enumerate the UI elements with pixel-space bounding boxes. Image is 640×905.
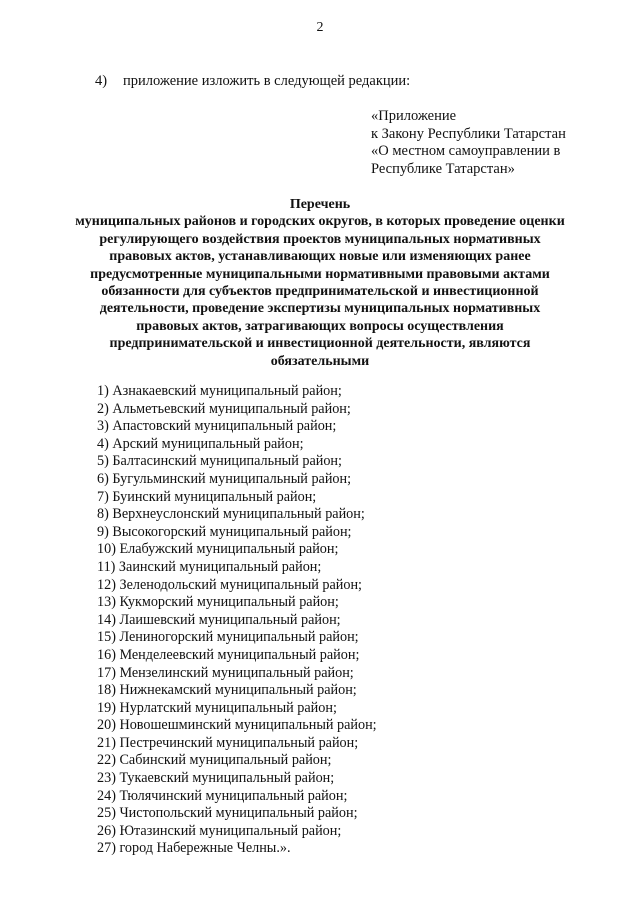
list-item: 3) Апастовский муниципальный район; bbox=[97, 418, 337, 435]
title-line: обязанности для субъектов предпринимательской и инвестиционной bbox=[101, 284, 539, 300]
list-item: 20) Новошешминский муниципальный район; bbox=[97, 717, 377, 734]
title-line: обязательными bbox=[270, 353, 370, 369]
list-item: 7) Буинский муниципальный район; bbox=[97, 488, 317, 505]
list-item: 4) Арский муниципальный район; bbox=[97, 435, 304, 452]
list-item: 12) Зеленодольский муниципальный район; bbox=[97, 576, 362, 593]
page-number: 2 bbox=[316, 20, 324, 35]
list-item: 13) Кукморский муниципальный район; bbox=[97, 594, 339, 611]
amendment-number: 4) bbox=[95, 73, 108, 89]
list-item: 25) Чистопольский муниципальный район; bbox=[97, 805, 358, 822]
title-line: муниципальных районов и городских округов, в которых проведение оценки bbox=[75, 214, 565, 230]
list-item: 11) Заинский муниципальный район; bbox=[97, 558, 322, 575]
municipality-list bbox=[97, 383, 377, 858]
appendix-line: «Приложение bbox=[371, 108, 457, 124]
list-item: 17) Мензелинский муниципальный район; bbox=[97, 664, 354, 681]
list-item: 19) Нурлатский муниципальный район; bbox=[97, 699, 337, 716]
list-item: 1) Азнакаевский муниципальный район; bbox=[97, 383, 342, 399]
title-line: предусмотренные муниципальными нормативными правовыми актами bbox=[90, 266, 550, 282]
title-line: правовых актов, затрагивающих вопросы осуществления bbox=[136, 318, 504, 334]
title-line: предпринимательской и инвестиционной деятельности, являются bbox=[109, 336, 531, 352]
list-item: 14) Лаишевский муниципальный район; bbox=[97, 611, 341, 628]
list-item: 8) Верхнеуслонский муниципальный район; bbox=[97, 506, 365, 523]
list-item: 27) город Набережные Челны.». bbox=[97, 840, 291, 857]
list-item: 26) Ютазинский муниципальный район; bbox=[97, 822, 342, 839]
list-item: 16) Менделеевский муниципальный район; bbox=[97, 646, 360, 663]
list-title bbox=[40, 196, 600, 370]
appendix-line: к Закону Республики Татарстан bbox=[371, 125, 566, 142]
title-line: правовых актов, устанавливающих новые или изменяющих ранее bbox=[109, 249, 531, 265]
list-item: 23) Тукаевский муниципальный район; bbox=[97, 770, 335, 787]
list-item: 18) Нижнекамский муниципальный район; bbox=[97, 682, 357, 699]
title-line: деятельности, проведение экспертизы муниципальных нормативных bbox=[99, 301, 541, 317]
appendix-line: Республике Татарстан» bbox=[371, 160, 515, 177]
list-item: 2) Альметьевский муниципальный район; bbox=[97, 400, 351, 417]
list-item: 15) Лениногорский муниципальный район; bbox=[97, 629, 359, 646]
list-item: 6) Бугульминский муниципальный район; bbox=[97, 470, 352, 487]
list-item: 22) Сабинский муниципальный район; bbox=[97, 752, 332, 769]
list-item: 5) Балтасинский муниципальный район; bbox=[97, 453, 342, 470]
list-item: 21) Пестречинский муниципальный район; bbox=[97, 734, 359, 751]
amendment-item bbox=[95, 73, 410, 90]
appendix-line: «О местном самоуправлении в bbox=[371, 143, 561, 159]
list-item: 10) Елабужский муниципальный район; bbox=[97, 541, 339, 558]
title-line: Перечень bbox=[289, 197, 351, 212]
appendix-reference bbox=[371, 108, 566, 178]
title-line: регулирующего воздействия проектов муниципальных нормативных bbox=[99, 231, 541, 247]
list-item: 9) Высокогорский муниципальный район; bbox=[97, 523, 352, 540]
list-item: 24) Тюлячинский муниципальный район; bbox=[97, 787, 348, 804]
amendment-text: приложение изложить в следующей редакции: bbox=[123, 73, 411, 89]
